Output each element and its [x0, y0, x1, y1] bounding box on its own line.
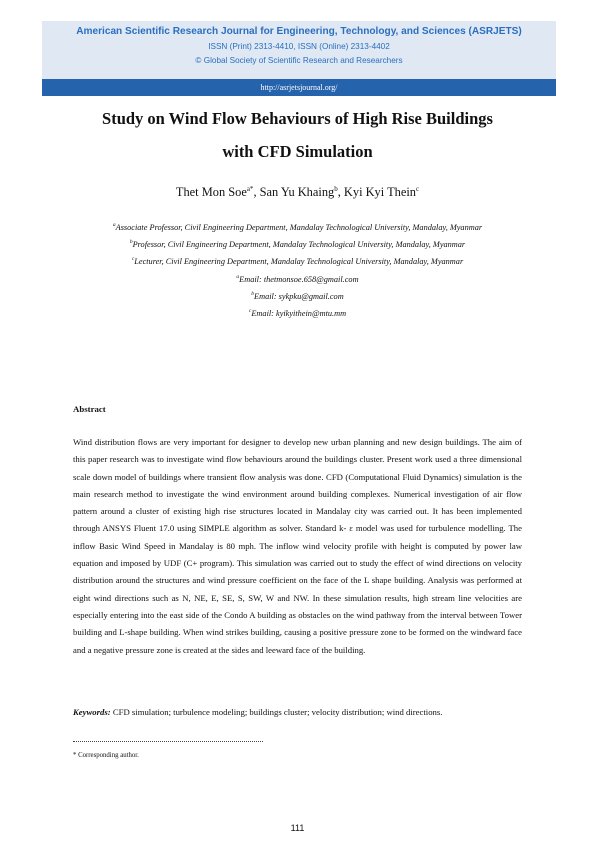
journal-copyright: © Global Society of Scientific Research and Researchers	[195, 56, 403, 65]
email-b	[40, 291, 555, 301]
email-superscript: c	[248, 308, 252, 314]
affiliation-text: Lecturer, Civil Engineering Department, Mandalay Technological University, Mandalay, Myanmar	[134, 256, 464, 266]
email-text: Email: sykpku@gmail.com	[254, 291, 344, 301]
email-superscript: a	[236, 274, 240, 280]
abstract-body: Wind distribution flows are very important for designer to develop new urban planning and new design buildings. The aim of this paper research was to investigate wind flow behaviours around the buildings cluster. Present work used a three dimensional scale down model of buildings where transient flow analysis was done. CFD (Computational Fluid Dynamics) simulation is the main research method to investigate the wind environment around building complexes. Numerical investigation of air flow pattern around a cluster of existing high rise structures located in Mandalay city was carried out. It has been implemented through ANSYS Fluent 17.0 using SIMPLE algorithm as solver. Standard k- ε model was used for turbulence modelling. The inflow Basic Wind Speed in Mandalay is 80 mph. The inflow wind velocity profile with height is computed by power law equation and imposed by UDF (C+ program). This simulation was carried out to study the effect of wind directions on velocity distribution around the structures and wind pressure coefficient on the face of the L shape building. Analysis was performed at eight wind directions such as N, NE, E, SE, S, SW, W and NW. In these simulation results, high stream line velocities are especially entering into the east side of the Condo A building as obstacles on the wind pathway from the interval between Tower building and L-shape building. When wind strikes building, causing a positive pressure zone to be formed on the windward face and a negative pressure zone is created at the sides and leeward face of the building.	[73, 437, 522, 655]
author-superscript: c	[415, 185, 420, 193]
page-number: 111	[290, 823, 305, 833]
paper-title	[40, 102, 555, 168]
email-text: Email: kyikyithein@mtu.mm	[251, 308, 347, 318]
affiliation-a	[40, 222, 555, 232]
keywords-text: CFD simulation; turbulence modeling; buildings cluster; velocity distribution; wind directions.	[110, 707, 443, 717]
journal-title: American Scientific Research Journal for Engineering, Technology, and Sciences (ASRJETS)	[76, 26, 522, 37]
author-separator: ,	[337, 185, 344, 200]
affiliation-text: Associate Professor, Civil Engineering Department, Mandalay Technological University, Mandalay, Myanmar	[115, 222, 483, 232]
abstract-heading: Abstract	[73, 404, 106, 414]
author-superscript: b	[334, 185, 338, 193]
affiliation-text: Professor, Civil Engineering Department, Mandalay Technological University, Mandalay, Myanmar	[132, 239, 466, 249]
affiliation-b	[40, 239, 555, 249]
author-superscript: a*	[246, 185, 254, 193]
author-name: Thet Mon Soe	[175, 185, 247, 200]
email-c	[40, 308, 555, 318]
journal-banner	[42, 21, 556, 96]
keywords	[73, 707, 533, 717]
keywords-label: Keywords:	[73, 707, 111, 717]
email-text: Email: thetmonsoe.658@gmail.com	[239, 274, 359, 284]
author-name: Kyi Kyi Thein	[343, 185, 416, 200]
paper-title-line-1: Study on Wind Flow Behaviours of High Rise Buildings	[102, 109, 493, 128]
footnote-divider	[73, 741, 263, 742]
paper-title-line-2: with CFD Simulation	[222, 142, 373, 161]
author-separator: ,	[253, 185, 260, 200]
author-list	[40, 185, 555, 200]
journal-issn: ISSN (Print) 2313-4410, ISSN (Online) 2313-4402	[208, 42, 390, 51]
affiliation-superscript: c	[131, 256, 135, 262]
email-superscript: b	[251, 291, 255, 297]
journal-url[interactable]: http://asrjetsjournal.org/	[42, 79, 556, 96]
author-name: San Yu Khaing	[259, 185, 335, 200]
email-a	[40, 274, 555, 284]
affiliation-c	[40, 256, 555, 266]
affiliation-superscript: a	[112, 222, 116, 228]
footnote: * Corresponding author.	[73, 752, 139, 759]
affiliation-superscript: b	[129, 239, 133, 245]
